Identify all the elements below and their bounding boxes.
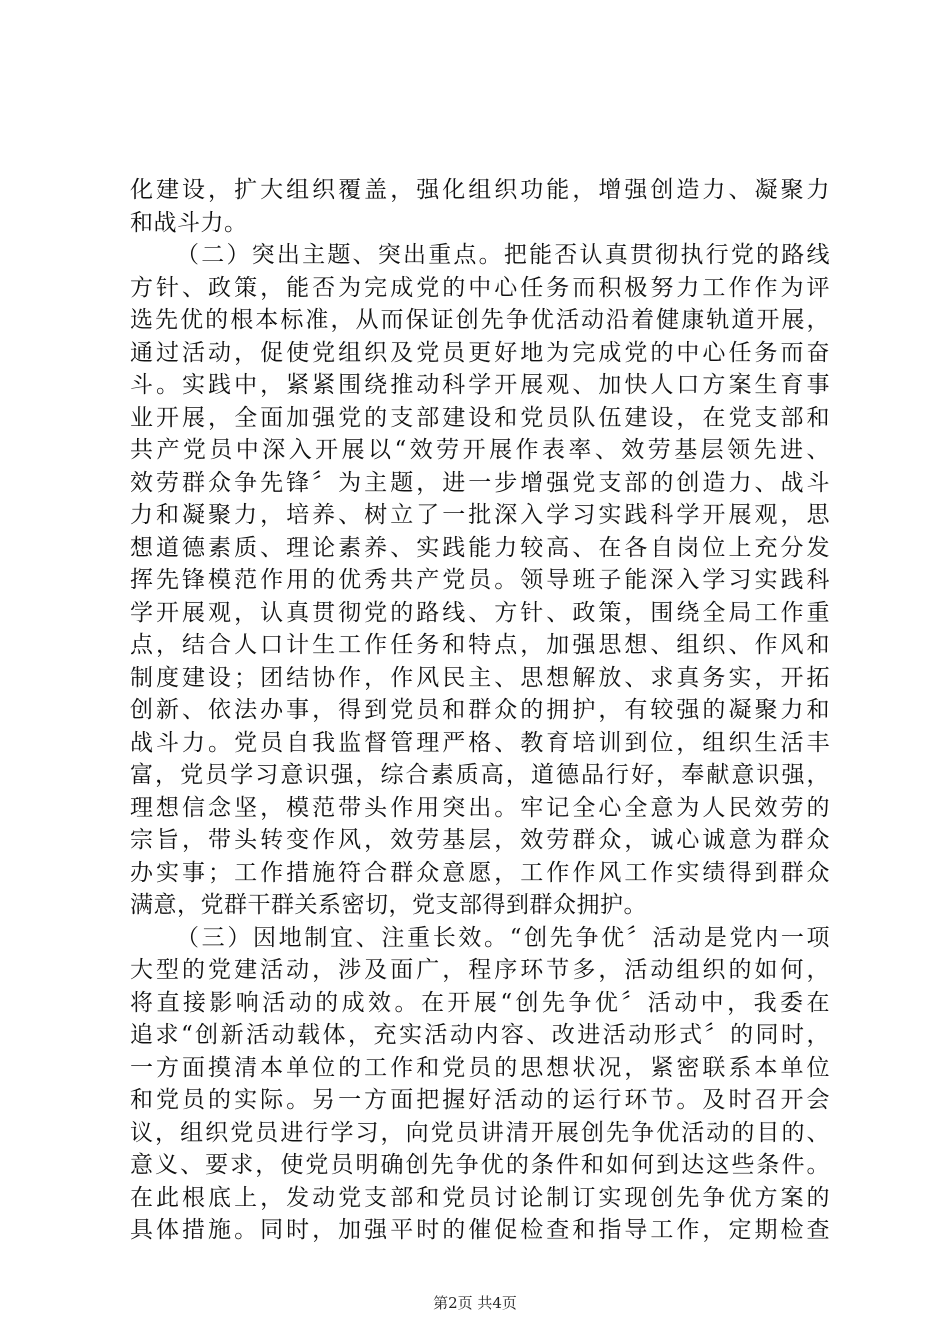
text-line: 议，组织党员进行学习，向党员讲清开展创先争优活动的目的、 [130, 1119, 830, 1146]
text-line: 想道德素质、理论素养、实践能力较高、在各自岗位上充分发 [130, 534, 830, 561]
text-line: 通过活动，促使党组织及党员更好地为完成党的中心任务而奋 [130, 339, 830, 366]
text-line: 制度建设；团结协作，作风民主、思想解放、求真务实，开拓 [130, 664, 830, 691]
text-line: 在此根底上，发动党支部和党员讨论制订实现创先争优方案的 [130, 1184, 830, 1211]
text-line: 追求“创新活动载体，充实活动内容、改进活动形式〞的同时， [130, 1022, 830, 1048]
text-line: 业开展，全面加强党的支部建设和党员队伍建设，在党支部和 [130, 404, 830, 431]
text-line: 办实事；工作措施符合群众意愿，工作作风工作实绩得到群众 [130, 859, 830, 886]
text-line: 大型的党建活动，涉及面广，程序环节多，活动组织的如何， [130, 957, 830, 983]
text-line: 选先优的根本标准，从而保证创先争优活动沿着健康轨道开展， [130, 307, 830, 333]
text-line: 力和凝聚力，培养、树立了一批深入学习实践科学开展观，思 [130, 502, 830, 528]
text-line: 化建设，扩大组织覆盖，强化组织功能，增强创造力、凝聚力 [130, 177, 830, 203]
page-number-footer: 第2页 共4页 [433, 1294, 517, 1312]
text-line: 理想信念坚，模范带头作用突出。牢记全心全意为人民效劳的 [130, 794, 830, 821]
text-line: 共产党员中深入开展以“效劳开展作表率、效劳基层领先进、 [130, 437, 830, 463]
text-line: 挥先锋模范作用的优秀共产党员。领导班子能深入学习实践科 [130, 567, 830, 593]
document-body [130, 174, 830, 1247]
text-line: 意义、要求，使党员明确创先争优的条件和如何到达这些条件。 [130, 1152, 830, 1178]
text-line: 富，党员学习意识强，综合素质高，道德品行好，奉献意识强， [130, 762, 830, 788]
text-line: 和战斗力。 [130, 209, 248, 236]
text-line: 学开展观，认真贯彻党的路线、方针、政策，围绕全局工作重 [130, 599, 830, 626]
text-line: 创新、依法办事，得到党员和群众的拥护，有较强的凝聚力和 [130, 697, 830, 723]
text-line: 斗。实践中，紧紧围绕推动科学开展观、加快人口方案生育事 [130, 372, 830, 398]
section-heading-line: （三）因地制宜、注重长效。“创先争优〞活动是党内一项 [176, 924, 830, 951]
text-line: 和党员的实际。另一方面把握好活动的运行环节。及时召开会 [130, 1087, 830, 1113]
text-line: 战斗力。党员自我监督管理严格、教育培训到位，组织生活丰 [130, 729, 830, 756]
text-line: 方针、政策，能否为完成党的中心任务而积极努力工作作为评 [130, 274, 830, 301]
section-heading-line: （二）突出主题、突出重点。把能否认真贯彻执行党的路线 [176, 242, 830, 268]
text-line: 将直接影响活动的成效。在开展“创先争优〞活动中，我委在 [130, 989, 830, 1016]
text-line: 点，结合人口计生工作任务和特点，加强思想、组织、作风和 [130, 632, 830, 658]
text-line: 一方面摸清本单位的工作和党员的思想状况，紧密联系本单位 [130, 1054, 830, 1081]
text-line: 宗旨，带头转变作风，效劳基层，效劳群众，诚心诚意为群众 [130, 827, 830, 853]
text-line: 具体措施。同时，加强平时的催促检查和指导工作，定期检查 [130, 1217, 830, 1243]
text-line: 效劳群众争先锋〞为主题，进一步增强党支部的创造力、战斗 [130, 469, 830, 496]
text-line: 满意，党群干群关系密切，党支部得到群众拥护。 [130, 892, 647, 918]
